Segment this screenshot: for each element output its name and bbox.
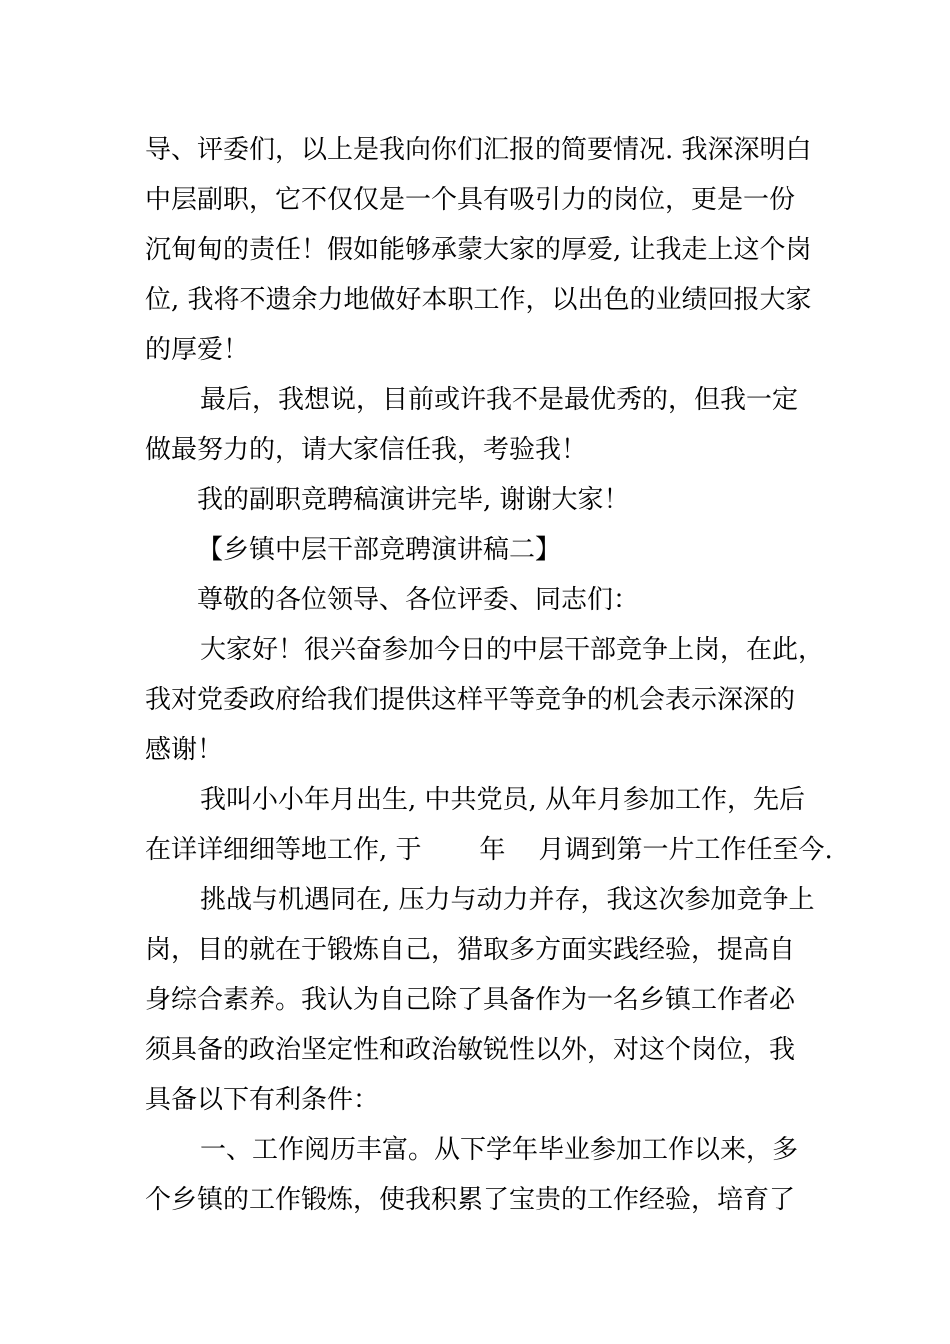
paragraph-first-line: 我叫小小年月出生, 中共党员, 从年月参加工作，先后 <box>200 785 806 815</box>
paragraph-first-line: 最后，我想说，目前或许我不是最优秀的，但我一定 <box>200 385 799 415</box>
paragraph-first-line: 我的副职竞聘稿演讲完毕, 谢谢大家！ <box>197 485 630 515</box>
paragraph-first-line: 大家好！很兴奋参加今日的中层干部竞争上岗，在此， <box>200 635 825 665</box>
paragraph-line: 具备以下有利条件： <box>145 1085 380 1115</box>
paragraph-line: 位, 我将不遗余力地做好本职工作，以出色的业绩回报大家 <box>145 285 812 315</box>
paragraph-line: 个乡镇的工作锻炼，使我积累了宝贵的工作经验，培育了 <box>145 1185 796 1215</box>
paragraph-line: 做最努力的，请大家信任我，考验我！ <box>145 435 588 465</box>
paragraph-line: 感谢！ <box>145 735 224 765</box>
paragraph-line: 岗，目的就在于锻炼自己，猎取多方面实践经验，提高自 <box>145 935 796 965</box>
section-heading: 【乡镇中层干部竞聘演讲稿二】 <box>197 535 562 565</box>
paragraph-first-line: 一、工作阅历丰富。从下学年毕业参加工作以来，多 <box>200 1135 799 1165</box>
salutation: 尊敬的各位领导、各位评委、同志们： <box>197 585 640 615</box>
paragraph-first-line: 挑战与机遇同在, 压力与动力并存，我这次参加竞争上 <box>200 885 815 915</box>
paragraph-line: 在详详细细等地工作, 于 年 月调到第一片工作任至今. <box>145 835 833 865</box>
paragraph-line: 身综合素养。我认为自己除了具备作为一名乡镇工作者必 <box>145 985 796 1015</box>
paragraph-line: 须具备的政治坚定性和政治敏锐性以外，对这个岗位，我 <box>145 1035 796 1065</box>
paragraph-line: 我对党委政府给我们提供这样平等竞争的机会表示深深的 <box>145 685 796 715</box>
document-body <box>145 125 835 1225</box>
paragraph-line: 的厚爱！ <box>145 335 250 365</box>
paragraph-line: 沉甸甸的责任！假如能够承蒙大家的厚爱, 让我走上这个岗 <box>145 235 812 265</box>
paragraph-line: 中层副职，它不仅仅是一个具有吸引力的岗位，更是一份 <box>145 185 796 215</box>
paragraph-line: 导、评委们，以上是我向你们汇报的简要情况. 我深深明白 <box>145 135 812 165</box>
